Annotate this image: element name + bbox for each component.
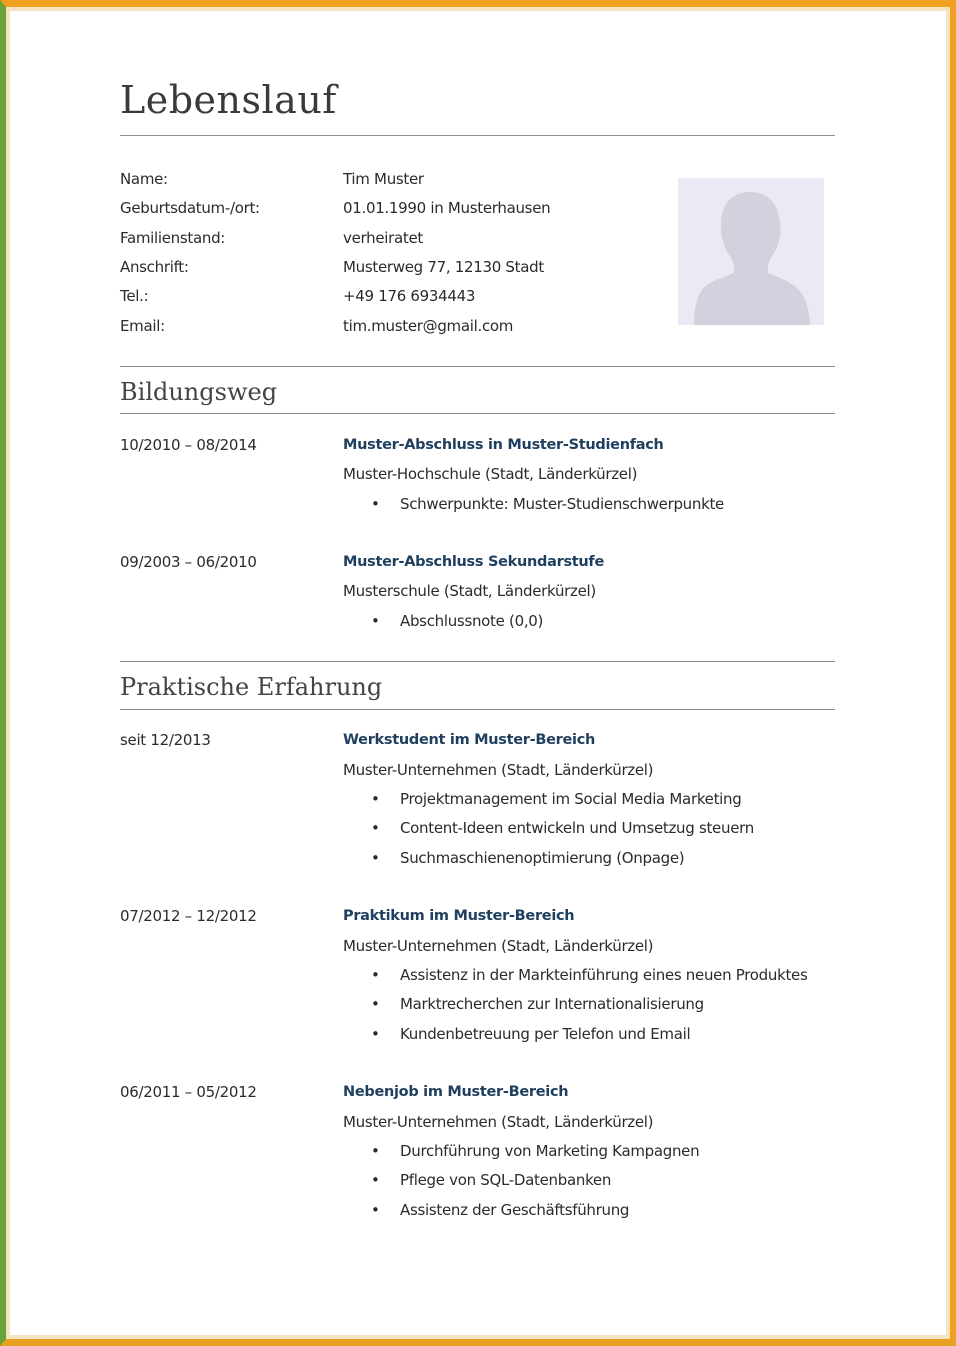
experience-task: Projektmanagement im Social Media Marketing <box>400 790 742 808</box>
education-institution: Muster-Hochschule (Stadt, Länderkürzel) <box>343 465 638 483</box>
experience-period: seit 12/2013 <box>120 731 211 749</box>
value-marital: verheiratet <box>343 229 423 247</box>
experience-task: Durchführung von Marketing Kampagnen <box>400 1142 700 1160</box>
section-divider-top <box>120 661 835 662</box>
value-birth: 01.01.1990 in Musterhausen <box>343 199 551 217</box>
experience-company: Muster-Unternehmen (Stadt, Länderkürzel) <box>343 937 654 955</box>
education-detail: Schwerpunkte: Muster-Studienschwerpunkte <box>400 495 724 513</box>
value-email: tim.muster@gmail.com <box>343 317 514 335</box>
bullet-icon: • <box>371 612 380 630</box>
bullet-icon: • <box>371 995 380 1013</box>
bullet-icon: • <box>371 1171 380 1189</box>
experience-title: Praktikum im Muster-Bereich <box>343 908 575 924</box>
label-marital: Familienstand: <box>120 229 226 247</box>
bullet-icon: • <box>371 819 380 837</box>
experience-task: Content-Ideen entwickeln und Umsetzug steuern <box>400 819 754 837</box>
education-period: 10/2010 – 08/2014 <box>120 436 257 454</box>
section-heading-experience: Praktische Erfahrung <box>120 673 383 701</box>
bullet-icon: • <box>371 495 380 513</box>
title-divider <box>120 135 835 136</box>
bullet-icon: • <box>371 1025 380 1043</box>
experience-task: Marktrecherchen zur Internationalisierung <box>400 995 704 1013</box>
document-title: Lebenslauf <box>120 78 337 122</box>
value-address: Musterweg 77, 12130 Stadt <box>343 258 544 276</box>
profile-photo <box>678 178 824 325</box>
value-name: Tim Muster <box>343 170 424 188</box>
bullet-icon: • <box>371 790 380 808</box>
experience-task: Suchmaschienenoptimierung (Onpage) <box>400 849 685 867</box>
experience-period: 06/2011 – 05/2012 <box>120 1083 257 1101</box>
value-phone: +49 176 6934443 <box>343 287 476 305</box>
bullet-icon: • <box>371 1201 380 1219</box>
experience-task: Assistenz der Geschäftsführung <box>400 1201 630 1219</box>
experience-company: Muster-Unternehmen (Stadt, Länderkürzel) <box>343 761 654 779</box>
experience-period: 07/2012 – 12/2012 <box>120 907 257 925</box>
experience-company: Muster-Unternehmen (Stadt, Länderkürzel) <box>343 1113 654 1131</box>
experience-task: Pflege von SQL-Datenbanken <box>400 1171 612 1189</box>
experience-task: Kundenbetreuung per Telefon und Email <box>400 1025 691 1043</box>
experience-title: Werkstudent im Muster-Bereich <box>343 732 596 748</box>
education-institution: Musterschule (Stadt, Länderkürzel) <box>343 582 596 600</box>
education-title: Muster-Abschluss Sekundarstufe <box>343 554 604 570</box>
section-divider-bottom <box>120 709 835 710</box>
section-divider-top <box>120 366 835 367</box>
label-birth: Geburtsdatum-/ort: <box>120 199 260 217</box>
education-period: 09/2003 – 06/2010 <box>120 553 257 571</box>
label-email: Email: <box>120 317 165 335</box>
label-name: Name: <box>120 170 168 188</box>
experience-title: Nebenjob im Muster-Bereich <box>343 1084 569 1100</box>
bullet-icon: • <box>371 966 380 984</box>
education-detail: Abschlussnote (0,0) <box>400 612 544 630</box>
section-heading-education: Bildungsweg <box>120 378 278 406</box>
experience-task: Assistenz in der Markteinführung eines neuen Produktes <box>400 966 808 984</box>
person-silhouette-icon <box>678 178 824 325</box>
bullet-icon: • <box>371 1142 380 1160</box>
label-address: Anschrift: <box>120 258 189 276</box>
label-phone: Tel.: <box>120 287 149 305</box>
education-title: Muster-Abschluss in Muster-Studienfach <box>343 437 664 453</box>
section-divider-bottom <box>120 413 835 414</box>
bullet-icon: • <box>371 849 380 867</box>
